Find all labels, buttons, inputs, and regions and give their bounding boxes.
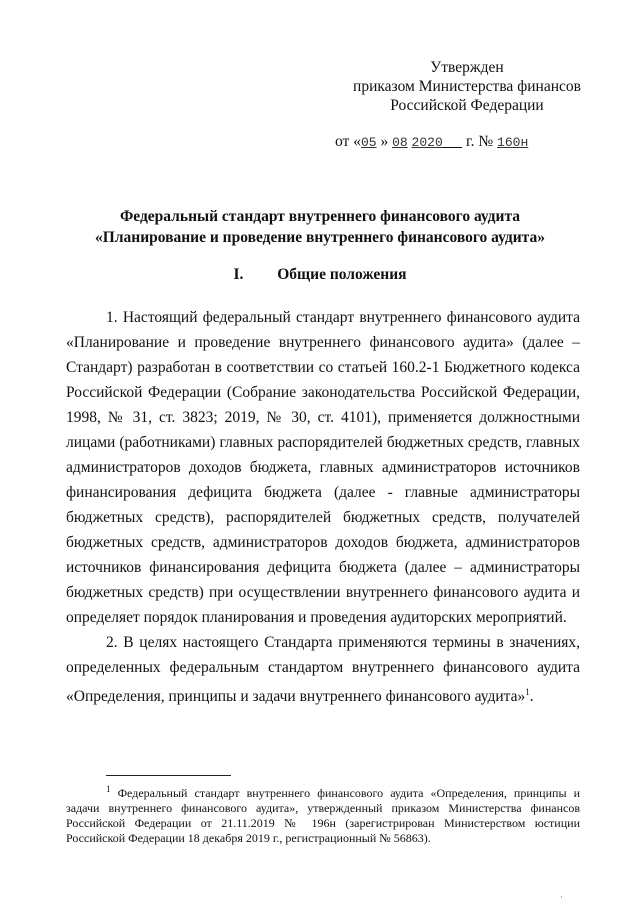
scan-mark: · bbox=[560, 892, 563, 902]
order-prefix: от « bbox=[335, 133, 361, 150]
order-month: 08 bbox=[392, 135, 408, 150]
paragraph-2-end: . bbox=[529, 688, 534, 706]
body-text bbox=[66, 305, 580, 709]
order-suffix: г. № bbox=[466, 133, 494, 150]
section-heading bbox=[60, 266, 580, 284]
footnote-text: Федеральный стандарт внутреннего финансового аудита «Определения, принципы и задачи внутреннего финансового аудита», утвержденный приказом Министерства финансов Российской Федерации от 21.11.2019 № 196н (зарегистрирован Министерством юстиции Российской Федерации 18 декабря 2019 г., регистрационный № 56863). bbox=[66, 786, 580, 845]
footnote-ref: 1 bbox=[525, 687, 530, 697]
order-sep: » bbox=[380, 133, 389, 150]
paragraph-2-text: 2. В целях настоящего Стандарта применяются термины в значениях, определенных федеральным стандартом внутреннего финансового аудита «Определения, принципы и задачи внутреннего финансового аудита» bbox=[66, 634, 580, 706]
approval-line-2: приказом Министерства финансов bbox=[353, 78, 581, 95]
approval-line-1: Утвержден bbox=[430, 59, 504, 76]
order-date-number bbox=[335, 133, 528, 151]
paragraph-2 bbox=[66, 630, 580, 709]
section-title: Общие положения bbox=[277, 266, 407, 283]
title-line-1: Федеральный стандарт внутреннего финансового аудита bbox=[119, 208, 521, 225]
document-title bbox=[60, 206, 580, 248]
paragraph-1: 1. Настоящий федеральный стандарт внутреннего финансового аудита «Планирование и проведение внутреннего финансового аудита» (далее – Стандарт) разработан в соответствии со статьей 160.2-1 Бюджетного кодекса Российской Федерации (Собрание законодательства Российской Федерации, 1998, № 31, ст. 3823; 2019, № 30, ст. 4101), применяется должностными лицами (работниками) главных распорядителей бюджетных средств, главных администраторов доходов бюджета, главных администраторов источников финансирования дефицита бюджета (далее - главные администраторы бюджетных средств), распорядителей бюджетных средств, получателей бюджетных средств, администраторов доходов бюджета, администраторов источников финансирования дефицита бюджета (далее – администраторы бюджетных средств) при осуществлении внутреннего финансового аудита и определяет порядок планирования и проведения аудиторских мероприятий. bbox=[66, 309, 580, 626]
order-year: 2020 bbox=[411, 135, 443, 150]
footnote-marker: 1 bbox=[106, 784, 111, 794]
order-number: 160н bbox=[497, 135, 529, 150]
footnote-paragraph bbox=[66, 782, 580, 846]
approval-block bbox=[352, 58, 582, 115]
order-day: 05 bbox=[360, 135, 377, 150]
footnote bbox=[66, 782, 580, 846]
approval-line-3: Российской Федерации bbox=[390, 97, 544, 114]
section-number: I. bbox=[233, 266, 244, 283]
footnote-divider bbox=[106, 775, 231, 776]
title-line-2: «Планирование и проведение внутреннего финансового аудита» bbox=[95, 229, 545, 246]
